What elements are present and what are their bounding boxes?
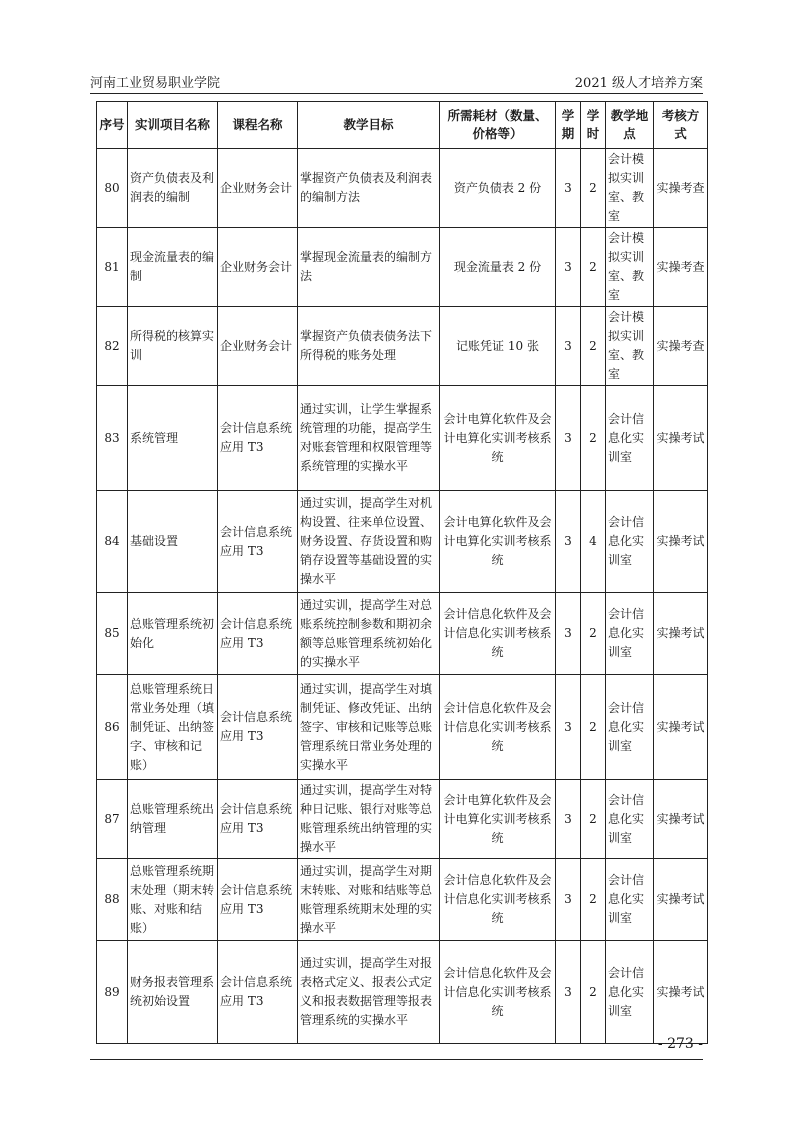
cell-project-name: 总账管理系统日常业务处理（填制凭证、出纳签字、审核和记账）: [128, 675, 218, 780]
cell-teaching-place: 会计信息化实训室: [606, 593, 654, 675]
col-header-course: 课程名称: [218, 102, 298, 149]
cell-term: 3: [556, 780, 581, 859]
cell-hours: 2: [581, 307, 606, 386]
cell-row-number: 82: [97, 307, 128, 386]
cell-teaching-goal: 掌握现金流量表的编制方法: [298, 228, 440, 307]
cell-term: 3: [556, 675, 581, 780]
cell-course-name: 企业财务会计: [218, 307, 298, 386]
cell-exam-method: 实操考试: [654, 941, 708, 1044]
cell-materials: 资产负债表 2 份: [440, 149, 556, 228]
cell-row-number: 87: [97, 780, 128, 859]
cell-exam-method: 实操考试: [654, 386, 708, 491]
cell-term: 3: [556, 386, 581, 491]
cell-project-name: 系统管理: [128, 386, 218, 491]
col-header-exam: 考核方式: [654, 102, 708, 149]
cell-teaching-place: 会计信息化实训室: [606, 941, 654, 1044]
cell-teaching-goal: 通过实训，提高学生对报表格式定义、报表公式定义和报表数据管理等报表管理系统的实操水平: [298, 941, 440, 1044]
table-row: [97, 859, 708, 941]
cell-teaching-place: 会计信息化实训室: [606, 780, 654, 859]
cell-teaching-goal: 通过实训，提高学生对总账系统控制参数和期初余额等总账管理系统初始化的实操水平: [298, 593, 440, 675]
cell-row-number: 89: [97, 941, 128, 1044]
training-table: [96, 101, 708, 1044]
cell-project-name: 基础设置: [128, 491, 218, 593]
page-header: [90, 72, 703, 94]
header-doc-title: 2021 级人才培养方案: [574, 76, 703, 91]
cell-exam-method: 实操考试: [654, 859, 708, 941]
cell-course-name: 企业财务会计: [218, 228, 298, 307]
cell-teaching-place: 会计信息化实训室: [606, 386, 654, 491]
cell-term: 3: [556, 593, 581, 675]
cell-materials: 记账凭证 10 张: [440, 307, 556, 386]
cell-course-name: 企业财务会计: [218, 149, 298, 228]
cell-term: 3: [556, 307, 581, 386]
col-header-materials: 所需耗材（数量、价格等）: [440, 102, 556, 149]
col-header-no: 序号: [97, 102, 128, 149]
table-row: [97, 593, 708, 675]
table-row: [97, 149, 708, 228]
col-header-goal: 教学目标: [298, 102, 440, 149]
cell-teaching-goal: 掌握资产负债表债务法下所得税的账务处理: [298, 307, 440, 386]
cell-teaching-place: 会计模拟实训室、教室: [606, 228, 654, 307]
cell-row-number: 81: [97, 228, 128, 307]
cell-hours: 2: [581, 593, 606, 675]
cell-hours: 2: [581, 228, 606, 307]
col-header-place: 教学地点: [606, 102, 654, 149]
col-header-project: 实训项目名称: [128, 102, 218, 149]
cell-materials: 现金流量表 2 份: [440, 228, 556, 307]
cell-exam-method: 实操考查: [654, 307, 708, 386]
cell-term: 3: [556, 941, 581, 1044]
header-school-name: 河南工业贸易职业学院: [90, 76, 221, 91]
table-row: [97, 491, 708, 593]
cell-course-name: 会计信息系统应用 T3: [218, 593, 298, 675]
cell-row-number: 80: [97, 149, 128, 228]
cell-project-name: 资产负债表及利润表的编制: [128, 149, 218, 228]
cell-course-name: 会计信息系统应用 T3: [218, 780, 298, 859]
cell-term: 3: [556, 859, 581, 941]
table-row: [97, 307, 708, 386]
cell-row-number: 86: [97, 675, 128, 780]
cell-teaching-goal: 通过实训，提高学生对特种日记账、银行对账等总账管理系统出纳管理的实操水平: [298, 780, 440, 859]
col-header-term: 学期: [556, 102, 581, 149]
cell-exam-method: 实操考试: [654, 675, 708, 780]
cell-hours: 2: [581, 859, 606, 941]
cell-project-name: 现金流量表的编制: [128, 228, 218, 307]
cell-teaching-place: 会计信息化实训室: [606, 859, 654, 941]
cell-project-name: 总账管理系统出纳管理: [128, 780, 218, 859]
cell-teaching-goal: 通过实训，提高学生对期末转账、对账和结账等总账管理系统期末处理的实操水平: [298, 859, 440, 941]
cell-hours: 2: [581, 941, 606, 1044]
cell-exam-method: 实操考试: [654, 491, 708, 593]
cell-teaching-place: 会计模拟实训室、教室: [606, 149, 654, 228]
cell-project-name: 总账管理系统期末处理（期末转账、对账和结账）: [128, 859, 218, 941]
cell-term: 3: [556, 228, 581, 307]
cell-materials: 会计信息化软件及会计信息化实训考核系统: [440, 941, 556, 1044]
cell-materials: 会计电算化软件及会计电算化实训考核系统: [440, 491, 556, 593]
cell-teaching-place: 会计模拟实训室、教室: [606, 307, 654, 386]
cell-row-number: 88: [97, 859, 128, 941]
cell-teaching-goal: 通过实训，提高学生对填制凭证、修改凭证、出纳签字、审核和记账等总账管理系统日常业务处理的实操水平: [298, 675, 440, 780]
cell-teaching-goal: 掌握资产负债表及利润表的编制方法: [298, 149, 440, 228]
header-rule: [90, 93, 703, 94]
cell-project-name: 总账管理系统初始化: [128, 593, 218, 675]
cell-materials: 会计电算化软件及会计电算化实训考核系统: [440, 386, 556, 491]
cell-exam-method: 实操考试: [654, 780, 708, 859]
cell-hours: 2: [581, 675, 606, 780]
cell-teaching-goal: 通过实训，提高学生对机构设置、往来单位设置、财务设置、存货设置和购销存设置等基础设置的实操水平: [298, 491, 440, 593]
table-row: [97, 675, 708, 780]
cell-term: 3: [556, 491, 581, 593]
cell-hours: 2: [581, 149, 606, 228]
cell-teaching-goal: 通过实训，让学生掌握系统管理的功能，提高学生对账套管理和权限管理等系统管理的实操水平: [298, 386, 440, 491]
cell-project-name: 所得税的核算实训: [128, 307, 218, 386]
cell-exam-method: 实操考试: [654, 593, 708, 675]
cell-term: 3: [556, 149, 581, 228]
cell-teaching-place: 会计信息化实训室: [606, 491, 654, 593]
page-number: - 273 -: [657, 1036, 703, 1052]
cell-project-name: 财务报表管理系统初始设置: [128, 941, 218, 1044]
table-row: [97, 941, 708, 1044]
cell-materials: 会计信息化软件及会计信息化实训考核系统: [440, 859, 556, 941]
cell-course-name: 会计信息系统应用 T3: [218, 386, 298, 491]
cell-materials: 会计信息化软件及会计信息化实训考核系统: [440, 675, 556, 780]
cell-row-number: 83: [97, 386, 128, 491]
cell-course-name: 会计信息系统应用 T3: [218, 859, 298, 941]
cell-hours: 4: [581, 491, 606, 593]
cell-row-number: 85: [97, 593, 128, 675]
cell-course-name: 会计信息系统应用 T3: [218, 491, 298, 593]
cell-course-name: 会计信息系统应用 T3: [218, 675, 298, 780]
table-header-row: [97, 102, 708, 149]
cell-exam-method: 实操考查: [654, 149, 708, 228]
cell-materials: 会计信息化软件及会计信息化实训考核系统: [440, 593, 556, 675]
cell-materials: 会计电算化软件及会计电算化实训考核系统: [440, 780, 556, 859]
table-row: [97, 228, 708, 307]
cell-row-number: 84: [97, 491, 128, 593]
col-header-hours: 学时: [581, 102, 606, 149]
table-row: [97, 780, 708, 859]
cell-course-name: 会计信息系统应用 T3: [218, 941, 298, 1044]
footer-rule: [90, 1059, 703, 1060]
cell-hours: 2: [581, 780, 606, 859]
cell-teaching-place: 会计信息化实训室: [606, 675, 654, 780]
table-row: [97, 386, 708, 491]
cell-hours: 2: [581, 386, 606, 491]
cell-exam-method: 实操考查: [654, 228, 708, 307]
